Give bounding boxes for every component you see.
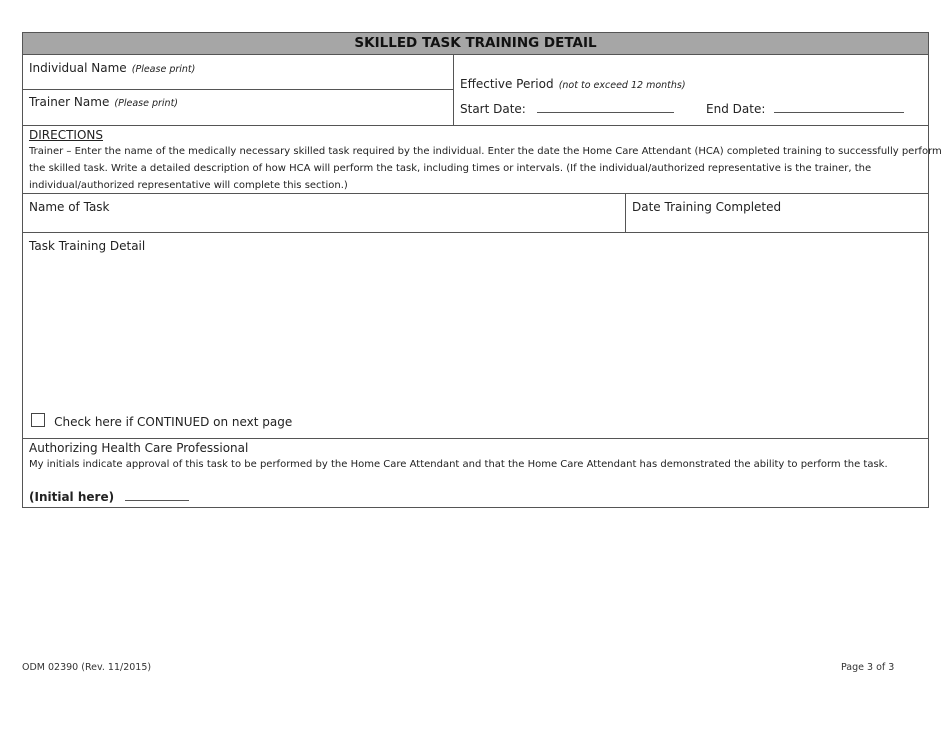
page-number: Page 3 of 3 (841, 662, 895, 673)
trainer-name-label: Trainer Name (29, 95, 110, 109)
authorizing-text: My initials indicate approval of this task to be performed by the Home Care Attendant and that the Home Care Attendant has demonstrated the ability to perform the task. (29, 459, 888, 470)
individual-name-label: Individual Name (29, 61, 127, 75)
task-row (23, 194, 928, 233)
task-training-detail-field[interactable] (23, 233, 928, 439)
start-date-label: Start Date: (460, 102, 526, 116)
effective-period-label: Effective Period (460, 77, 554, 91)
initial-input[interactable] (125, 500, 189, 501)
form-title: SKILLED TASK TRAINING DETAIL (23, 33, 928, 55)
training-form (22, 32, 942, 508)
effective-period (460, 73, 928, 92)
start-date-input[interactable] (537, 112, 674, 113)
name-of-task-field[interactable] (23, 194, 626, 232)
date-range (460, 98, 928, 117)
effective-period-column (454, 55, 928, 125)
directions-section (23, 126, 942, 194)
name-of-task-label: Name of Task (29, 200, 110, 214)
directions-line-1: Trainer – Enter the name of the medically necessary skilled task required by the individual. Enter the date the Home Care Attendant (HCA) completed training to successfully perform (29, 146, 942, 157)
names-column (23, 55, 454, 125)
form-number: ODM 02390 (Rev. 11/2015) (22, 662, 152, 673)
individual-name-field[interactable] (23, 55, 453, 90)
directions-line-2: the skilled task. Write a detailed description of how HCA will perform the task, including times or intervals. (If the individual/authorized representative is the trainer, the (29, 163, 872, 174)
authorizing-heading: Authorizing Health Care Professional (29, 441, 249, 455)
date-training-completed-label: Date Training Completed (632, 200, 782, 214)
initial-row (29, 486, 922, 505)
initial-label: (Initial here) (29, 490, 115, 504)
continued-label: Check here if CONTINUED on next page (54, 415, 293, 429)
trainer-name-hint: (Please print) (114, 98, 179, 109)
trainer-name-field[interactable] (23, 90, 453, 110)
date-training-completed-field[interactable] (626, 194, 928, 232)
directions-heading: DIRECTIONS (29, 128, 103, 142)
task-training-detail-label: Task Training Detail (29, 239, 146, 253)
continued-checkbox[interactable] (31, 413, 45, 427)
authorizing-section (23, 439, 928, 505)
end-date-label: End Date: (706, 102, 766, 116)
names-section (23, 55, 928, 126)
continued-option (31, 411, 292, 430)
effective-period-hint: (not to exceed 12 months) (558, 80, 686, 91)
directions-line-3: individual/authorized representative will complete this section.) (29, 180, 348, 191)
individual-name-hint: (Please print) (131, 64, 196, 75)
end-date-input[interactable] (774, 112, 904, 113)
